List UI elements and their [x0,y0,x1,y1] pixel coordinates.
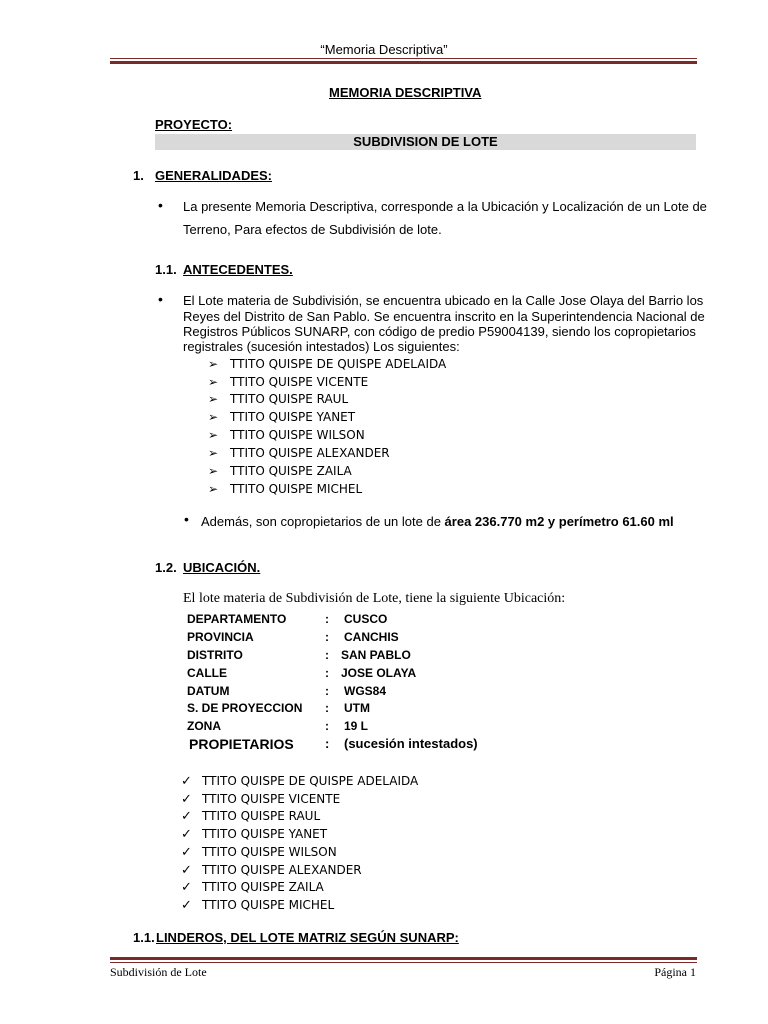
arrow-bullet-icon: ➢ [208,482,219,496]
extra-bold-text: área 236.770 m2 y perímetro 61.60 ml [444,514,674,529]
sec13-title: LINDEROS, DEL LOTE MATRIZ SEGÚN SUNARP: [156,930,459,945]
sec11-extra-line [201,514,674,530]
sec11-number: 1.1. [155,262,177,277]
arrow-bullet-icon: ➢ [208,410,219,424]
loc-sep: : [325,684,329,698]
arrow-bullet-icon: ➢ [208,357,219,371]
arrow-bullet-icon: ➢ [208,446,219,460]
proyecto-value: SUBDIVISION DE LOTE [353,134,498,149]
sec13-number: 1.1. [133,930,155,945]
arrow-bullet-icon: ➢ [208,428,219,442]
arrow-bullet-icon: ➢ [208,375,219,389]
loc-label: PROVINCIA [187,630,254,644]
sec11-text-line: Registros Públicos SUNARP, con código de predio P59004139, siendo los copropietarios [183,324,696,339]
owner-item: TTITO QUISPE DE QUISPE ADELAIDA [230,357,447,371]
loc-sep: : [325,736,330,751]
footer-rule-thin [110,962,697,963]
owner-item: TTITO QUISPE WILSON [230,428,365,442]
loc-value: CUSCO [344,612,388,626]
header-rule-thick [110,61,697,64]
loc-value: SAN PABLO [341,648,411,662]
sec11-title: ANTECEDENTES. [183,262,293,277]
loc-label: CALLE [187,666,227,680]
loc-sep: : [325,719,329,733]
loc-label: ZONA [187,719,221,733]
sec11-text-line: registrales (sucesión intestados) Los siguientes: [183,339,460,354]
loc-value: WGS84 [344,684,387,698]
owner-item: TTITO QUISPE VICENTE [230,375,369,389]
footer-rule-thick [110,957,697,960]
check-icon: ✓ [181,773,192,788]
header-rule-thin [110,58,697,59]
owner-item: TTITO QUISPE DE QUISPE ADELAIDA [202,774,419,788]
owner-item: TTITO QUISPE ZAILA [230,464,352,478]
sec12-number: 1.2. [155,560,177,575]
check-icon: ✓ [181,862,192,877]
loc-value: JOSE OLAYA [341,666,417,680]
footer-page-number: Página 1 [654,965,696,979]
proyecto-banner [155,134,696,150]
sec1-text-line2: Terreno, Para efectos de Subdivisión de lote. [183,222,442,237]
arrow-bullet-icon: ➢ [208,392,219,406]
bullet-icon: • [158,291,163,307]
bullet-icon: • [158,197,163,213]
sec12-intro: El lote materia de Subdivisión de Lote, tiene la siguiente Ubicación: [183,591,566,606]
loc-value: (sucesión intestados) [344,736,478,751]
loc-sep: : [325,630,329,644]
loc-label: S. DE PROYECCION [187,701,303,715]
loc-value: UTM [344,701,370,715]
check-icon: ✓ [181,897,192,912]
loc-value: 19 L [344,719,369,733]
loc-sep: : [325,666,329,680]
check-icon: ✓ [181,844,192,859]
proyecto-label: PROYECTO: [155,117,233,132]
owner-item: TTITO QUISPE ZAILA [202,880,324,894]
check-icon: ✓ [181,879,192,894]
owner-item: TTITO QUISPE RAUL [202,809,321,823]
loc-label: PROPIETARIOS [189,736,294,752]
owner-item: TTITO QUISPE RAUL [230,392,349,406]
loc-value: CANCHIS [344,630,399,644]
extra-text: Además, son copropietarios de un lote de [201,514,445,529]
owner-item: TTITO QUISPE MICHEL [202,898,335,912]
bullet-icon: • [184,511,189,527]
owner-item: TTITO QUISPE YANET [202,827,328,841]
sec11-text-line: El Lote materia de Subdivisión, se encuentra ubicado en la Calle Jose Olaya del Barrio los [183,293,704,308]
loc-sep: : [325,648,329,662]
sec1-text-line1: La presente Memoria Descriptiva, corresponde a la Ubicación y Localización de un Lote de [183,199,707,214]
arrow-bullet-icon: ➢ [208,464,219,478]
sec11-text-line: Reyes del Distrito de San Pablo. Se encuentra inscrito en la Superintendencia Nacional de [183,309,705,324]
loc-sep: : [325,701,329,715]
sec1-title: GENERALIDADES: [155,168,273,183]
owner-item: TTITO QUISPE ALEXANDER [202,863,362,877]
owner-item: TTITO QUISPE VICENTE [202,792,341,806]
running-header: “Memoria Descriptiva” [320,42,448,57]
footer-left: Subdivisión de Lote [110,965,207,979]
owner-item: TTITO QUISPE WILSON [202,845,337,859]
check-icon: ✓ [181,826,192,841]
check-icon: ✓ [181,808,192,823]
check-icon: ✓ [181,791,192,806]
loc-label: DISTRITO [187,648,243,662]
loc-sep: : [325,612,329,626]
sec1-number: 1. [133,168,144,183]
loc-label: DATUM [187,684,230,698]
doc-title: MEMORIA DESCRIPTIVA [329,85,482,100]
owner-item: TTITO QUISPE ALEXANDER [230,446,390,460]
owner-item: TTITO QUISPE YANET [230,410,356,424]
loc-label: DEPARTAMENTO [187,612,287,626]
sec12-title: UBICACIÓN. [183,560,261,575]
owner-item: TTITO QUISPE MICHEL [230,482,363,496]
